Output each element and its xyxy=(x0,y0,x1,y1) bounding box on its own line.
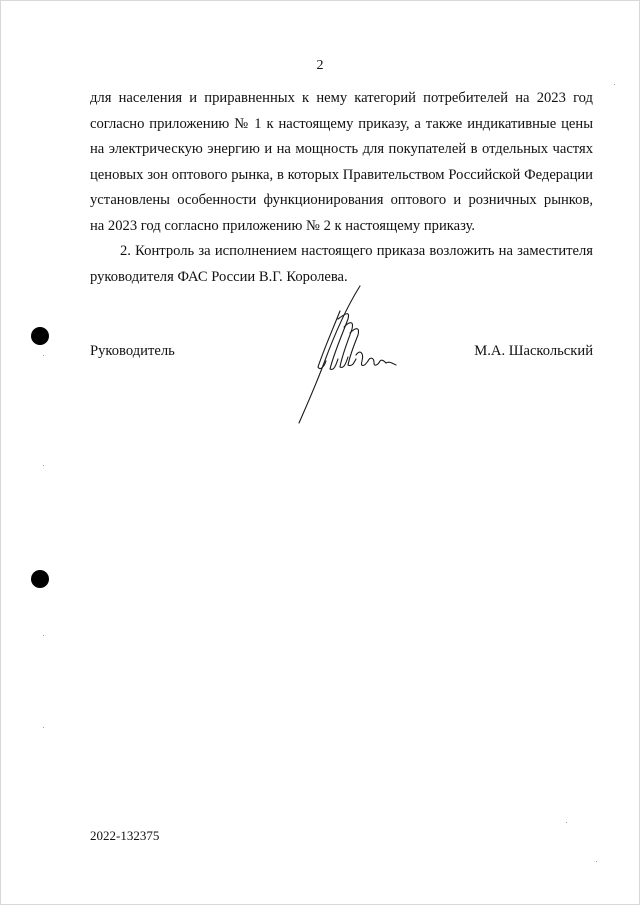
scan-speck xyxy=(614,84,615,85)
scan-speck xyxy=(596,861,597,862)
body-line: на 2023 год согласно приложению № 2 к настоящему приказу. xyxy=(90,217,476,234)
punch-hole xyxy=(31,570,49,588)
body-line: на электрическую энергию и на мощность для покупателей в отдельных частях xyxy=(90,141,593,157)
body-line: согласно приложению № 1 к настоящему приказу, а также индикативные цены xyxy=(90,115,593,132)
body-line: руководителя ФАС России В.Г. Королева. xyxy=(90,268,348,285)
signatory-name: М.А. Шаскольский xyxy=(474,343,593,359)
scan-speck xyxy=(43,727,44,728)
page-number: 2 xyxy=(316,58,324,73)
handwritten-signature xyxy=(290,283,400,428)
scan-speck xyxy=(43,355,44,356)
document-body xyxy=(90,86,593,290)
body-line: ценовых зон оптового рынка, в которых Правительством Российской Федерации xyxy=(90,166,593,183)
body-line: 2. Контроль за исполнением настоящего приказа возложить на заместителя xyxy=(120,243,593,259)
scan-speck xyxy=(43,465,44,466)
registration-number: 2022-132375 xyxy=(90,828,160,843)
body-line: установлены особенности функционирования оптового и розничных рынков, xyxy=(90,192,593,208)
body-line: для населения и приравненных к нему категорий потребителей на 2023 год xyxy=(90,90,593,106)
signatory-title: Руководитель xyxy=(90,343,175,359)
scan-speck xyxy=(566,822,567,823)
punch-hole xyxy=(31,327,49,345)
scan-speck xyxy=(43,635,44,636)
